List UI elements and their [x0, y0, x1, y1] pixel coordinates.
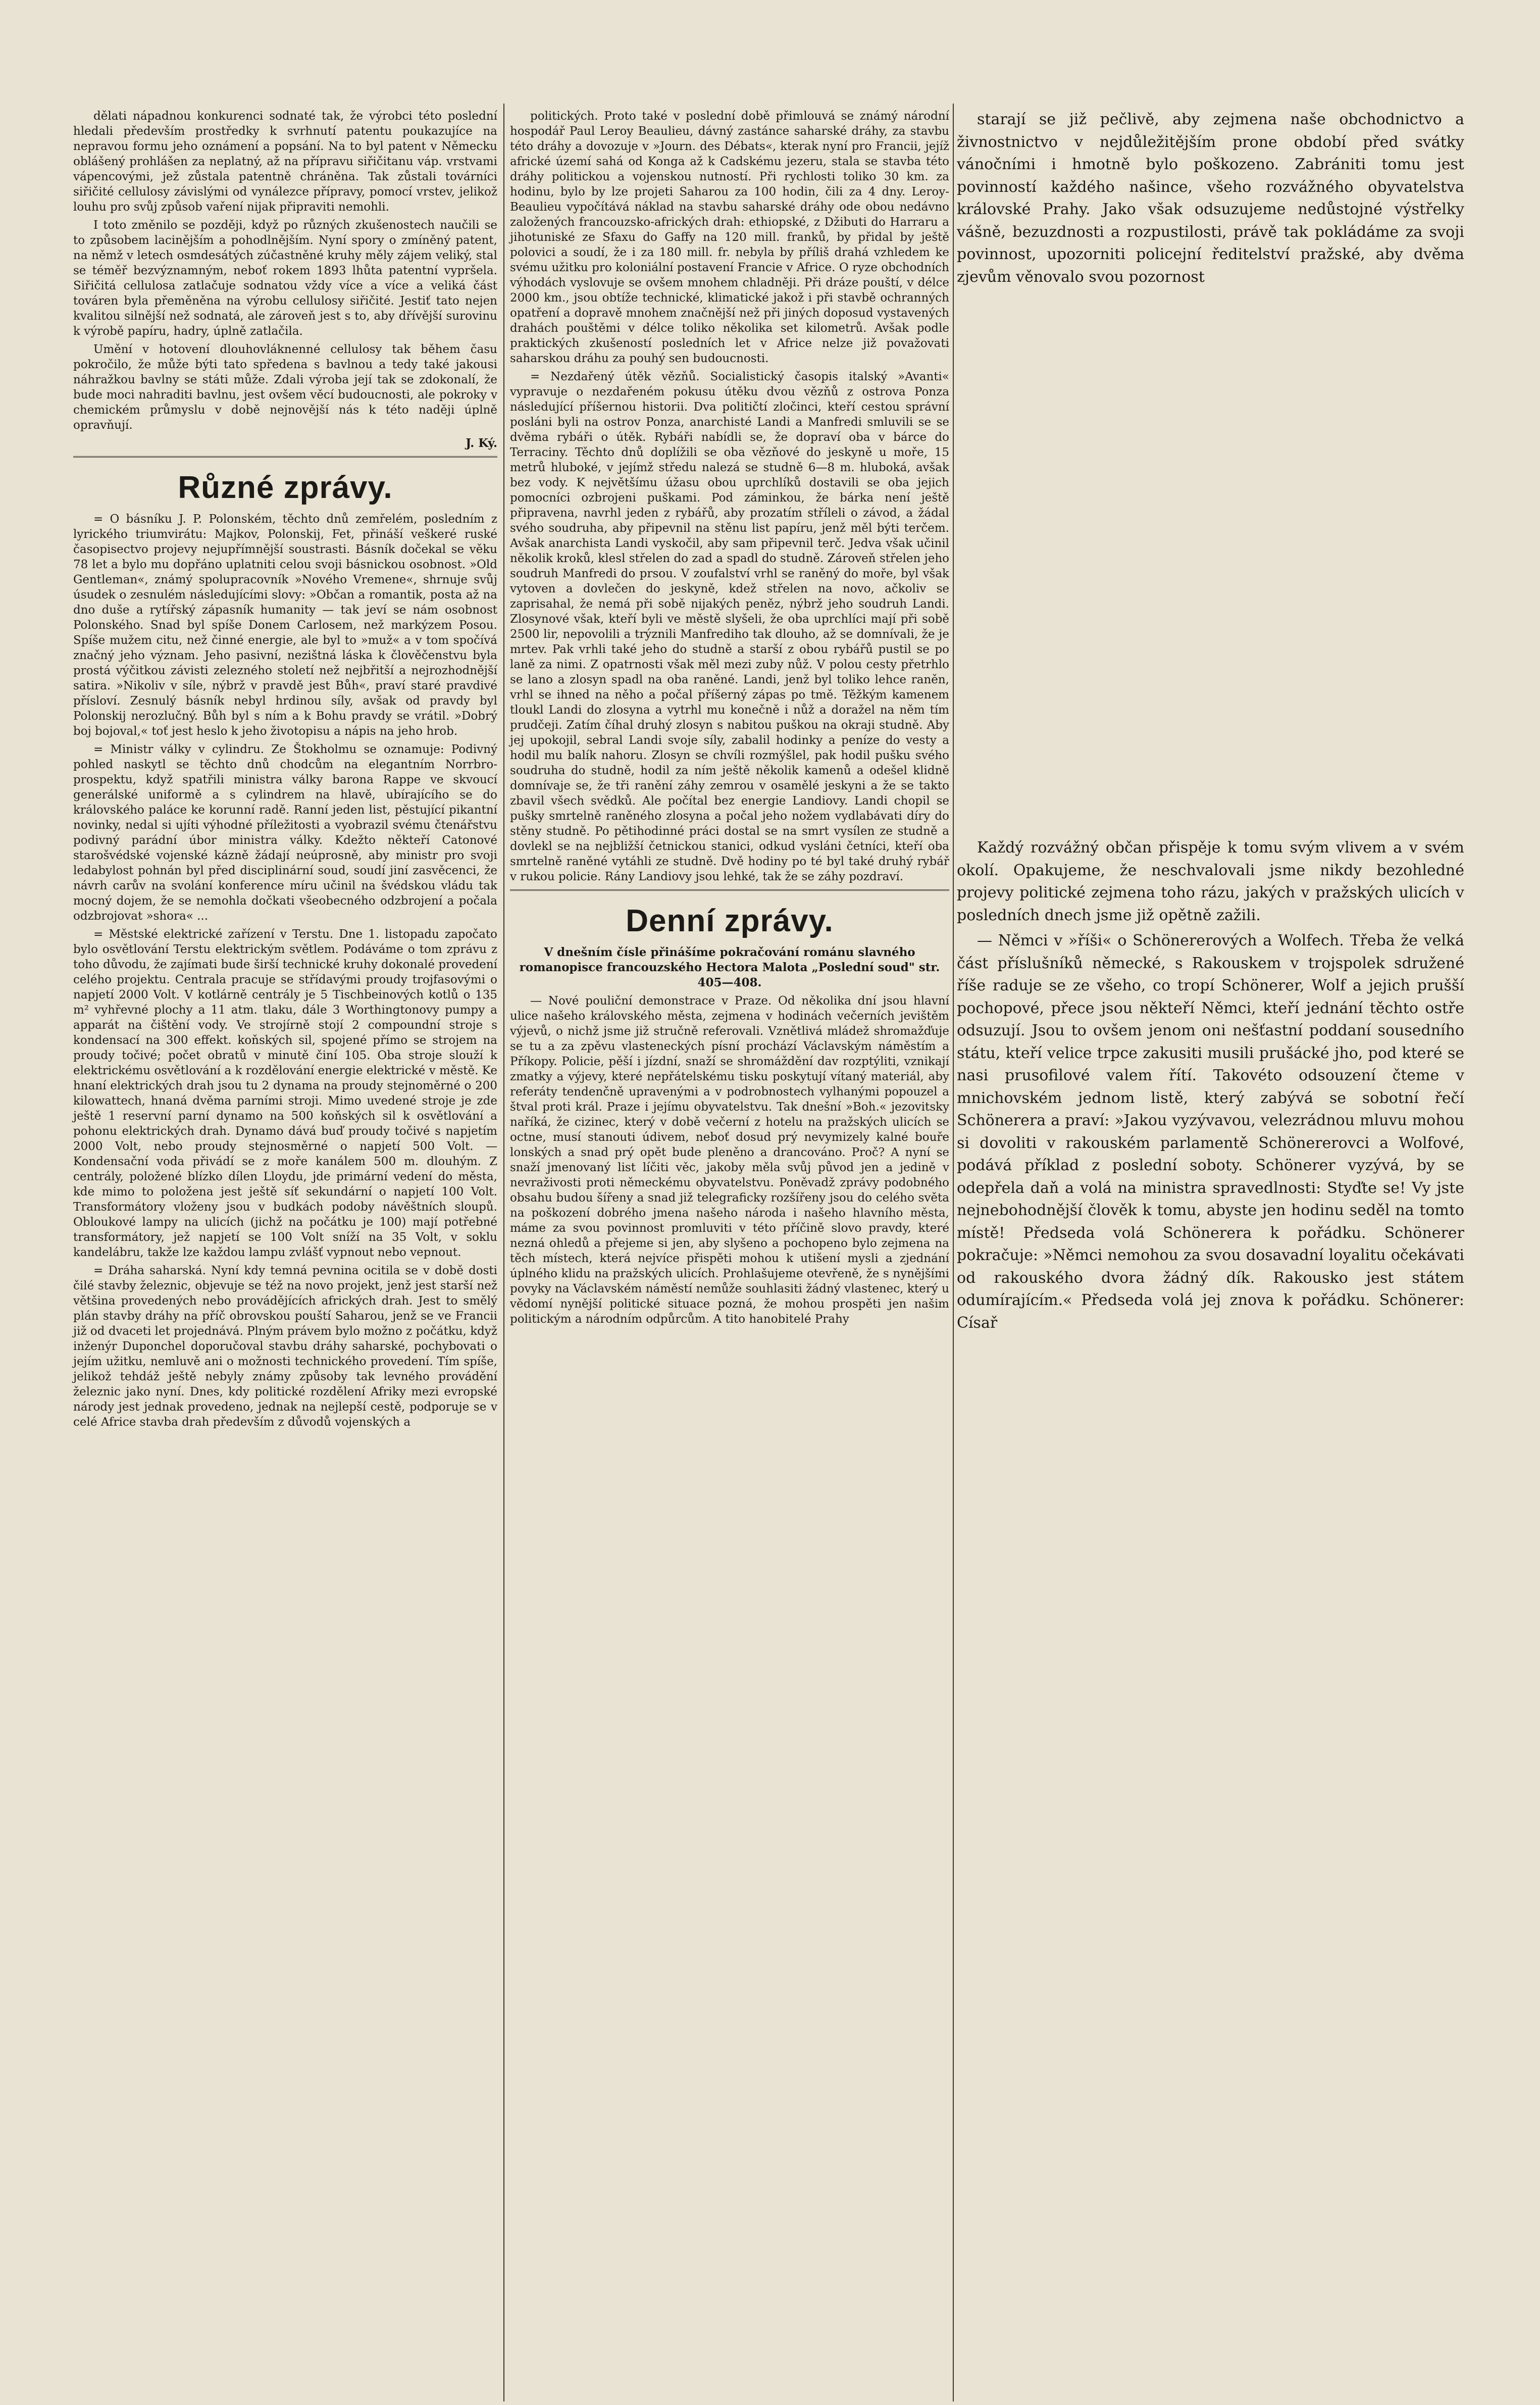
news-item-ministr-valky: = Ministr války v cylindru. Ze Štokholmu se oznamuje: Podivný pohled naskytl se těchto dnů chodcům na elegantním Norrbro-prospektu, když spatřili ministra války barona Rappe ve skvoucí generálské uniformě a s cylindrem na hlavě, ubírajícího se do královského paláce ke korunní radě. Ranní jeden list, pěstující pikantní novinky, nedal si ujíti výhodné příležitosti a vyobrazil svému čtenářstvu podivný parádní úbor ministra války. Kdežto někteří Catonové starošvédské vojenské kázně žádají neúprosně, aby ministr pro svoji ledabylost pohnán byl před disciplinární soud, soudí jiní zasvěcenci, že návrh carův na svolání konference míru učinil na švédskou vládu tak mocný dojem, že se nemohla dočkati všeobecného odzbrojení a počala odzbrojovat »shora« ... [73, 743, 497, 923]
column-2 [510, 109, 949, 1330]
section-title-denni-zpravy: Denní zprávy. [626, 904, 834, 938]
column-rule-left [503, 104, 504, 2401]
article-paragraph-1: dělati nápadnou konkurenci sodnaté tak, že výrobci této poslední hledali především prostředky k svrhnutí patentu poukazujíce na nepravou formu jeho oznámení a popsání. Na to byl patent v Německu oblášený prohlášen za neplatný, až na přípravu siřičitanu váp. vrstvami vápencovými, jež zůstala patentně chráněna. Tak zůstali továrníci siřičité cellulosy závislými od vynálezce přípravy, pomocí vrstev, jelikož louhu pro svůj způsob vaření nijak připraviti nemohli. [73, 110, 497, 214]
news-item-utek-veznu: = Nezdařený útěk vězňů. Socialistický časopis italský »Avanti« vypravuje o nezdařeném pokusu útěku dvou vězňů z ostrova Ponza následující příšernou historii. Dva političtí zločinci, kteří cestou správní posláni byli na ostrov Ponza, anarchisté Landi a Manfredi smluvili se se dvěma rybáři o útěk. Rybáři nabídli se, že dopraví oba v bárce do Terraciny. Těchto dnů doplížili se oba vězňové do jeskyně u moře, 15 metrů hluboké, v jejímž středu nalezá se studně 6—8 m. hluboká, avšak bez vody. K největšímu úžasu obou uprchlíků dostavili se oba jejich pomocníci ozbrojeni puškami. Pod záminkou, že bárka není ještě připravena, navrhl jeden z rybářů, aby prozatím stříleli o závod, a žádal svého soudruha, aby připevnil na stěnu list papíru, jenž měl býti terčem. Avšak anarchista Landi vyskočil, aby sam připevnil terč. Jedva však učinil několik kroků, klesl střelen do zad a spadl do studně. Zároveň střelen jeho soudruh Manfredi do prsou. V zoufalství vrhl se raněný do moře, byl však vytoven a dovlečen do jeskyně, kdež střelen na novo, ačkoliv se zaprisahal, že nemá při sobě nijakých peněz, nýbrž jeho soudruh Landi. Zlosynové však, kteří byli ve městě slyšeli, že oba uprchlíci mají při sobě 2500 lir, nepovolili a trýznili Manfrediho tak dlouho, až se domnívali, že je mrtev. Pak vrhli také jeho do studně a starší z obou rybářů pustil se po laně za nimi. Z opatrnosti však měl mezi zuby nůž. V polou cesty přetrhlo se lano a zlosyn spadl na oba raněné. Landi, jenž byl toliko lehce raněn, vrhl se ihned na něho a počal příšerný zápas po tmě. Těžkým kamenem tloukl Landi do zlosyna a vytrhl mu konečně i nůž a doražel na něm tím prudčeji. Zatím číhal druhý zlosyn s nabitou puškou na okraji studně. Aby jej upokojil, sebral Landi svoje síly, zabalil hodinky a peníze do vesty a hodil mu balík nahoru. Zlosyn se chvíli rozmýšlel, pak hodil pušku svého soudruha do studně, hodil za ním ještě několik kamenů a odešel klidně domnívaje se, že tři ranění záhy zemrou v osamělé jeskyni a že se takto zbavil všech svědků. Ale počítal bez energie Landiovy. Landi chopil se pušky smrtelně raněného zlosyna a počal jeho nožem vydlabávati díry do stěny studně. Po pětihodinné práci dostal se na smrt vysílen ze studně a dovlekl se na nejbližší četnickou stanici, odkud vysláni četníci, kteří oba smrtelně raněné vytáhli ze studně. Dvě hodiny po té byl také druhý rybář v rukou policie. Rány Landiovy jsou lehké, tak že se záhy pozdraví. [510, 370, 949, 883]
section-divider [510, 889, 949, 893]
blank-space [957, 291, 1464, 837]
news-item-nemci-v-risi: — Němci v »říši« o Schönererových a Wolfech. Třeba že velká část příslušníků německé, s Rakouskem v trojspolek sdružené říše raduje se ze všeho, co tropí Schönerer, Wolf a jejich prušší pochopové, přece jsou někteří Němci, kteří jednání těchto ostře odsuzují. Jsou to ovšem jenom oni nešťastní poddaní sousedního státu, kteří velice trpce zakusiti musili prušácké jho, pod které se nasi prusofilové valem řítí. Takovéto odsouzení čteme v mnichovském jednom listě, který zabývá se sobotní řečí Schönerera a praví: »Jakou vyzývavou, velezrádnou mluvu mohou si dovoliti v rakouském parlamentě Schönererovci a Wolfové, podává příklad z poslední soboty. Schönerer vyzývá, by se odepřela daň a volá na ministra spravedlnosti: Styďte se! Vy jste nejnebohodnější člověk k tomu, abyste jen hodinu seděl na tomto místě! Předseda volá Schönerera k pořádku. Schönerer pokračuje: »Němci nemohou za svou dosavadní loyalitu očekávati od rakouského dvora žádný dík. Rakousko jest státem odumírajícím.« Předseda volá jej znova k pořádku. Schönerer: Císař [957, 932, 1464, 1332]
news-item-kazdy: Každý rozvážný občan přispěje k tomu svým vlivem a v svém okolí. Opakujeme, že neschvalovali jsme nikdy bezohledné projevy politické zejmena toho rázu, jakých v pražských ulicích v posledních dnech jsme již opětně zažili. [957, 839, 1464, 924]
news-item-draha-saharska: = Dráha saharská. Nyní kdy temná pevnina ocitila se v době dosti čilé stavby železnic, objevuje se též na novo projekt, jenž jest starší než většina provedených nebo provádějících afrických drah. Jest to smělý plán stavby dráhy na příč obrovskou pouští Saharou, jenž se ve Francii již od dvaceti let projednává. Plným právem bylo možno z počátku, když inženýr Duponchel doporučoval stavbu dráhy saharské, pochybovati o jejím užitku, nemluvě ani o možnosti technického provedení. Tím spíše, jelikož tehdáž ještě nebyly známy způsoby tak levného provádění železnic jako nyní. Dnes, kdy politické rozdělení Afriky mezi evropské národy jest jednak provedeno, jednak na nejlepší cestě, podporuje se v celé Africe stavba drah především z důvodů vojenských a [73, 1264, 497, 1429]
news-item-polonskij: = O básníku J. P. Polonském, těchto dnů zemřelém, posledním z lyrického triumvirátu: Majkov, Polonskij, Fet, přináší veškeré ruské časopisectvo projevy nejupřímnější soustrasti. Básník dočekal se věku 78 let a bylo mu dopřáno uplatniti celou svoji básnickou osobnost. »Old Gentleman«, známý spolupracovník »Nového Vremene«, shrnuje svůj úsudek o zesnulém následujícími slovy: »Občan a romantik, posta až na dno duše a rytířský zápasník humanity — tak jeví se nám osobnost Polonského. Snad byl spíše Donem Carlosem, než markýzem Posou. Spíše mužem citu, než činné energie, ale byl to »muž« a v tom spočívá značný jeho význam. Jeho pasivní, nezištná láska k člověčenstvu byla prostá výčitkou závisti zelezného století než nejbřitší a nejrozhodnější satira. »Nikoliv v síle, nýbrž v pravdě jest Bůh«, praví staré pravdivé přísloví. Zesnulý básník nebyl hrdinou síly, avšak od pravdy byl Polonskij nerozlučný. Bůh byl s ním a k Bohu pravdy se vrátil. »Dobrý boj bojoval,« toť jest heslo k jeho životopisu a nápis na jeho hrob. [73, 513, 497, 738]
article-signature: J. Ký. [466, 436, 497, 450]
news-item-demonstrace-continued: starají se již pečlivě, aby zejmena naše obchodnictvo a živnostnictvo v nejdůležitějším prone období před svátky vánočními i hmotně bylo poškozeno. Zabrániti tomu jest povinností každého našince, všeho rozvážného obyvatelstva královské Prahy. Jako však odsuzujeme nedůstojné výstřelky vášně, bezuzdnosti a rozpustilosti, právě tak pokládáme za svoji povinnost, upozorniti policejní ředitelství pražské, aby dvěma zjevům věnovalo svou pozornost [957, 111, 1464, 286]
section-divider [73, 456, 497, 460]
novel-announcement: V dnešním čísle přinášíme pokračování románu slavného romanopisce francouzského Hectora Malota „Poslední soud" str. 405—408. [519, 945, 940, 989]
column-1 [73, 109, 497, 1433]
news-item-demonstrace: — Nové pouliční demonstrace v Praze. Od několika dní jsou hlavní ulice našeho královského města, zejmena v hodinách večerních jevištěm výjevů, o nichž jsme již stručně referovali. Vznětlivá mládež shromažďuje se tu a za zpěvu vlasteneckých písní prochází Václavským náměstím a Příkopy. Policie, pěší i jízdní, snaží se shromáždění dav rozptýliti, vznikají zmatky a výjevy, které nepřátelskému tisku poskytují vítaný materiál, aby referáty tendenčně upravenými a v podrobnostech vylhanými popouzel a štval proti král. Praze i jejímu obyvatelstvu. Tak dnešní »Boh.« jezovitsky naříká, že cizinec, který v době večerní z hotelu na pražských ulicích se octne, musí stanouti údivem, neboť dosud prý nevymizely kalné bouře lonských a snad prý opět bude pleněno a drancováno. Proč? A nyní se snaží jmenovaný list líčiti věc, jakoby měla svůj původ jen a jedině v nevraživosti proti německému obyvatelstvu. Poněvadž zprávy podobného obsahu budou šířeny a snad již telegraficky rozšířeny jsou do celého světa na poškození dobrého jmena našeho národa i našeho hlavního města, máme za svou povinnost promluviti v této příčině slovo pravdy, které nezná ohledů a přejeme si jen, aby slyšeno a pochopeno bylo zejmena na těch místech, která nejvíce přispěti mohou k utišení mysli a zjednání úplného klidu na pražských ulicích. Prohlašujeme otevřeně, že s nynějšími povyky na Václavském náměstí nemůže souhlasiti žádný vlastenec, který u vědomí nynější politické situace pozná, že mohou prospěti jen našim politickým a národním odpůrcům. A tito hanobitelé Prahy [510, 994, 949, 1326]
column-rule-right [953, 104, 954, 2401]
article-paragraph-3: Umění v hotovení dlouhovláknenné cellulosy tak během času pokročilo, že může býti tato spředena s bavlnou a tedy také jakousi náhražkou bavlny se státi může. Zdali výroba její tak se zdokonalí, že bude moci nahraditi bavlnu, jest ovšem věcí budoucnosti, ale pokroky v chemickém průmyslu v době nejnovější nás k této naději úplně opravňují. [73, 343, 497, 432]
article-paragraph-2: I toto změnilo se později, když po různých zkušenostech naučili se to způsobem lacinějším a pohodlnějším. Nyní spory o zmíněný patent, na němž v letech osmdesátých zúčastněné kruhy měly zájem veliký, stal se téměř bezvýznamným, neboť rokem 1893 lhůta patentní vypršela. Siřičitá cellulosa zatlačuje sodnatou vždy více a více a veliká část továren byla přeměněna na výrobu cellulosy siřičité. Jestiť tato nejen kvalitou silnější než sodnatá, ale zároveň jest s to, aby dřívější surovinu k výrobě papíru, hadry, úplně zatlačila. [73, 219, 497, 338]
column-3 [957, 109, 1464, 1337]
section-title-ruzne-zpravy: Různé zprávy. [178, 470, 393, 505]
news-item-draha-continued: politických. Proto také v poslední době přimlouvá se známý národní hospodář Paul Leroy Beaulieu, dávný zastánce saharské dráhy, za stavbu této dráhy a dovozuje v »Journ. des Débats«, kterak nyní pro Francii, jejíž africké území sahá od Konga až k Cadskému jezeru, stala se stavba této dráhy politickou a vojenskou nutností. Při rychlosti toliko 30 km. za hodinu, bylo by lze projeti Saharou za 100 hodin, čili za 4 dny. Leroy-Beaulieu vypočítává náklad na stavbu saharské dráhy ode obou nedávno založených francouzsko-afrických drah: ethiopské, z Džibuti do Harraru a jihotuniské ze Sfaxu do Gaffy na 120 mill. franků, by přidal by ještě polovici a soudí, že i za 180 mill. fr. nebyla by příliš drahá vzhledem ke svému užitku pro koloniální postavení Francie v Africe. O ryze obchodních výhodách vyslovuje se ovšem mnohem chladněji. Při dráze pouští, v délce 2000 km., jsou obtíže technické, klimatické jakož i při stavbě ochranných opatření a dopravě mnohem značnější než při jiných doposud vystavených drahách pouštěmi v délce toliko několika set kilometrů. Avšak podle praktických zkušeností posledních let v Africe nelze již považovati saharskou dráhu za pouhý sen budoucnosti. [510, 110, 949, 365]
news-item-terst: = Městské elektrické zařízení v Terstu. Dne 1. listopadu započato bylo osvětlování Terstu elektrickým světlem. Podáváme o tom zprávu z toho důvodu, že zajímati bude širší technické kruhy dokonalé provedení celého projektu. Centrala pracuje se střídavými proudy trojfasovými o napjetí 2000 Volt. V kotlárně centrály je 5 Tischbeinových kotlů o 135 m² vyhřevné plochy a 11 atm. tlaku, dále 3 Worthingtonovy pumpy a apparát na čištění vody. Ve strojírně stojí 2 compoundní stroje s kondensací na 300 effekt. koňských sil, spojené přímo se strojem na proudy točivé; počet obratů v minutě činí 105. Oba stroje slouží k elektrickému osvětlování a k rozdělování energie elektrické v městě. Ke hnaní elektrických drah jsou tu 2 dynama na proudy stejnoměrné o 200 kilowattech, hnaná dvěma parními stroji. Mimo uvedené stroje je zde ještě 1 reservní parní dynamo na 500 koňských sil k osvětlování a pohonu elektrických drah. Dynamo dává buď proudy točivé s napjetím 2000 Volt, nebo proudy stejnosměrné o napjetí 500 Volt. — Kondensační voda přivádí se z moře kanálem 500 m. dlouhým. Z centrály, položené blízko dílen Lloydu, jde primární vedení do města, kde mimo to položena jest ještě síť sekundární o napjetí 100 Volt. Transformátory vloženy jsou v budkách podoby návěštních sloupů. Obloukové lampy na ulicích (jichž na počátku je 100) mají potřebné transformátory, jež napjetí se 100 Volt sníží na 35 Volt, v soklu kandelábru, takže lze každou lampu zvlášť vypnout nebo vepnout. [73, 928, 497, 1259]
